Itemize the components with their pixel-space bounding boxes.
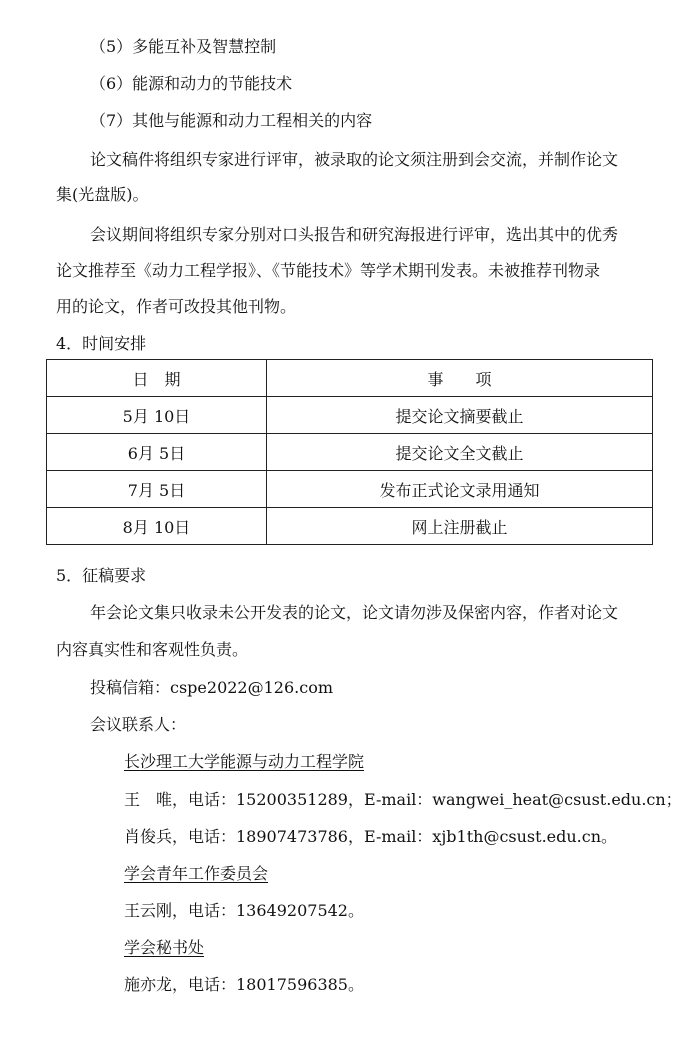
date-cell: 6月 5日 bbox=[47, 434, 267, 471]
submission-email: 投稿信箱：cspe2022@126.com bbox=[90, 678, 333, 697]
schedule-table bbox=[46, 359, 653, 545]
event-cell: 提交论文摘要截止 bbox=[267, 397, 653, 434]
topic-item-7: （7）其他与能源和动力工程相关的内容 bbox=[90, 111, 373, 130]
event-cell: 发布正式论文录用通知 bbox=[267, 471, 653, 508]
contact-org-heading: 学会秘书处 bbox=[124, 938, 205, 957]
date-cell: 7月 5日 bbox=[47, 471, 267, 508]
contact-entry: 王 唯，电话：15200351289，E-mail：wangwei_heat@csust.edu.cn； bbox=[124, 790, 682, 809]
contact-org-heading: 学会青年工作委员会 bbox=[124, 864, 269, 883]
section-heading-requirements: 5．征稿要求 bbox=[56, 566, 147, 585]
recommend-paragraph-line: 用的论文，作者可改投其他刊物。 bbox=[56, 297, 297, 316]
requirements-paragraph-line: 内容真实性和客观性负责。 bbox=[56, 640, 249, 659]
recommend-paragraph-line: 论文推荐至《动力工程学报》、《节能技术》等学术期刊发表。未被推荐刊物录 bbox=[56, 261, 601, 280]
contact-entry: 肖俊兵，电话：18907473786，E-mail：xjb1th@csust.edu.cn。 bbox=[124, 827, 618, 846]
table-row bbox=[47, 471, 653, 508]
requirements-paragraph-line: 年会论文集只收录未公开发表的论文，论文请勿涉及保密内容，作者对论文 bbox=[90, 603, 619, 622]
section-heading-schedule: 4．时间安排 bbox=[56, 334, 147, 353]
table-row bbox=[47, 434, 653, 471]
event-cell: 网上注册截止 bbox=[267, 508, 653, 545]
contact-org-heading: 长沙理工大学能源与动力工程学院 bbox=[124, 752, 365, 771]
date-cell: 8月 10日 bbox=[47, 508, 267, 545]
table-header-row bbox=[47, 360, 653, 397]
recommend-paragraph-line: 会议期间将组织专家分别对口头报告和研究海报进行评审，选出其中的优秀 bbox=[90, 225, 619, 244]
review-paragraph-line: 论文稿件将组织专家进行评审，被录取的论文须注册到会交流，并制作论文 bbox=[90, 150, 619, 169]
contacts-label: 会议联系人： bbox=[90, 715, 187, 734]
contact-entry: 施亦龙，电话：18017596385。 bbox=[124, 975, 364, 994]
event-cell: 提交论文全文截止 bbox=[267, 434, 653, 471]
topic-item-6: （6）能源和动力的节能技术 bbox=[90, 74, 293, 93]
table-row bbox=[47, 508, 653, 545]
review-paragraph-line: 集(光盘版)。 bbox=[56, 185, 149, 204]
contact-entry: 王云刚，电话：13649207542。 bbox=[124, 901, 364, 920]
column-header-date: 日 期 bbox=[47, 360, 267, 397]
table-row bbox=[47, 397, 653, 434]
topic-item-5: （5）多能互补及智慧控制 bbox=[90, 37, 277, 56]
date-cell: 5月 10日 bbox=[47, 397, 267, 434]
column-header-item: 事 项 bbox=[267, 360, 653, 397]
